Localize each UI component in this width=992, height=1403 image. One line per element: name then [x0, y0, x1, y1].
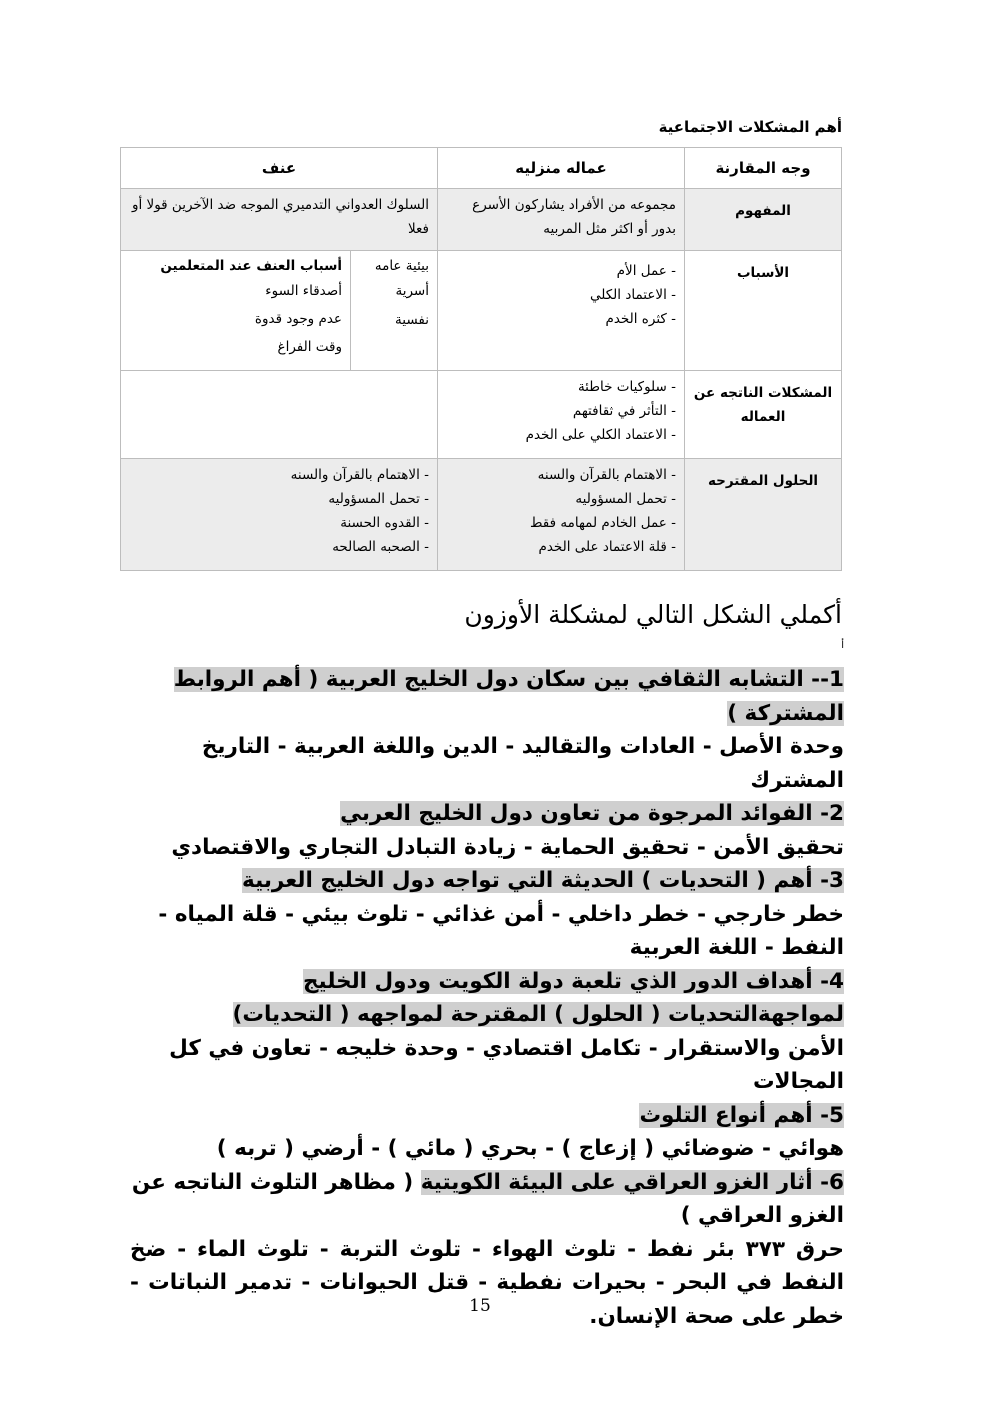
- problems-domestic: [438, 371, 685, 459]
- row-label-causes: الأسباب: [685, 251, 842, 371]
- question-3: [130, 864, 844, 898]
- table-header-row: [121, 148, 842, 189]
- list-item: عدم وجود قدوة: [254, 311, 342, 327]
- list-item: - عمل الخادم لمهامه فقط: [446, 511, 676, 535]
- list-item: بيئية عامه: [374, 258, 429, 274]
- table-row-problems: [121, 371, 842, 459]
- question-6: [130, 1166, 844, 1233]
- list-item: - الاعتماد الكلي على الخدم: [446, 423, 676, 447]
- list-item: - الاعتماد الكلي: [446, 283, 676, 307]
- list-item: - تحمل المسؤوليه: [446, 487, 676, 511]
- row-label-concept: المفهوم: [685, 189, 842, 251]
- list-item: أسرية: [395, 283, 429, 299]
- solutions-domestic: [438, 459, 685, 571]
- answer-4: الأمن والاستقرار - تكامل اقتصادي - وحدة خليجه - تعاون في كل المجالات: [169, 1035, 844, 1094]
- list-item: وقت الفراغ: [277, 339, 342, 355]
- causes-violence-learners: [121, 251, 351, 371]
- question-text: 5- أهم أنواع التلوث: [639, 1102, 844, 1128]
- table-row-solutions: [121, 459, 842, 571]
- causes-domestic: [438, 251, 685, 371]
- list-item: نفسية: [395, 312, 429, 328]
- question-1: [130, 663, 844, 730]
- list-item: - قلة الاعتماد على الخدم: [446, 535, 676, 559]
- concept-violence: السلوك العدواني التدميري الموجه ضد الآخرين قولا أو فعلا: [121, 189, 438, 251]
- question-text: 4- أهداف الدور الذي تلعبة دولة الكويت ودول الخليج لمواجهةالتحديات ( الحلول ) المقترحة لمواجهه ( التحديات): [232, 968, 844, 1027]
- question-text-highlight: 6- أثار الغزو العراقي على البيئة الكويتية: [420, 1169, 844, 1195]
- section-mark: أ: [841, 640, 844, 651]
- table-row-causes: [121, 251, 842, 371]
- solutions-violence: [121, 459, 438, 571]
- header-violence: عنف: [121, 148, 438, 189]
- list-item: - القدوه الحسنة: [129, 511, 429, 535]
- row-label-problems: المشكلات الناتجه عن العماله: [685, 371, 842, 459]
- section-title: أكملي الشكل التالي لمشكلة الأوزون: [464, 600, 842, 629]
- causes-violence-types: [351, 251, 438, 371]
- list-item: أصدقاء السوء: [265, 283, 342, 299]
- answer-1: وحدة الأصل - العادات والتقاليد - الدين واللغة العربية - التاريخ المشترك: [201, 734, 844, 793]
- qa-section: [130, 663, 844, 1333]
- question-text: 2- الفوائد المرجوة من تعاون دول الخليج العربي: [340, 801, 844, 826]
- answer-6: حرق ٣٧٣ بئر نفط - تلوث الهواء - تلوث التربة - تلوث الماء - ضخ النفط في البحر - بحيرات نفطية - قتل الحيوانات - تدمير النباتات - خطر على صحة الإنسان.: [130, 1236, 845, 1329]
- list-item: - سلوكيات خاطئة: [446, 375, 676, 399]
- list-item: - الاهتمام بالقرآن والسنه: [446, 463, 676, 487]
- header-criterion: وجه المقارنة: [685, 148, 842, 189]
- learners-causes-title: أسباب العنف عند المتعلمين: [160, 258, 342, 274]
- list-item: - عمل الأم: [446, 259, 676, 283]
- list-item: - تحمل المسؤوليه: [129, 487, 429, 511]
- question-4: [130, 965, 844, 1032]
- question-text: 1-- التشابه الثقافي بين سكان دول الخليج العربية ( أهم الروابط المشتركة ): [173, 667, 844, 726]
- answer-3: خطر خارجي - خطر داخلي - أمن غذائي - تلوث بيئي - قلة المياه - النفط - اللغة العربية: [158, 901, 844, 960]
- list-item: - الصحبه الصالحه: [129, 535, 429, 559]
- list-item: - كثره الخدم: [446, 307, 676, 331]
- header-domestic-workers: عماله منزليه: [438, 148, 685, 189]
- problems-violence-empty: [121, 371, 438, 459]
- list-item: - الاهتمام بالقرآن والسنه: [129, 463, 429, 487]
- concept-domestic: مجموعه من الأفراد يشاركون الأسرع بدور أو اكثر مثل المربيه: [438, 189, 685, 251]
- answer-5: هوائي - ضوضائي ( إزعاج ) - بحري ( مائي ) - أرضي ( تربه ): [216, 1136, 844, 1161]
- table-row-concept: [121, 189, 842, 251]
- row-label-solutions: الحلول المقترحه: [685, 459, 842, 571]
- answer-2: تحقيق الأمن - تحقيق الحماية - زيادة التبادل التجاري والاقتصادي: [171, 834, 844, 860]
- document-heading: أهم المشكلات الاجتماعية: [658, 118, 842, 136]
- question-5: [130, 1099, 844, 1133]
- list-item: - التأثر في ثقافتهم: [446, 399, 676, 423]
- question-2: [130, 797, 844, 831]
- comparison-table: [120, 147, 842, 571]
- question-text-rest: ( مظاهر التلوث الناتجه عن الغزو العراقي ): [131, 1169, 844, 1228]
- page-number: 15: [469, 1296, 491, 1316]
- question-text: 3- أهم ( التحديات ) الحديثة التي تواجه دول الخليج العربية: [242, 868, 844, 893]
